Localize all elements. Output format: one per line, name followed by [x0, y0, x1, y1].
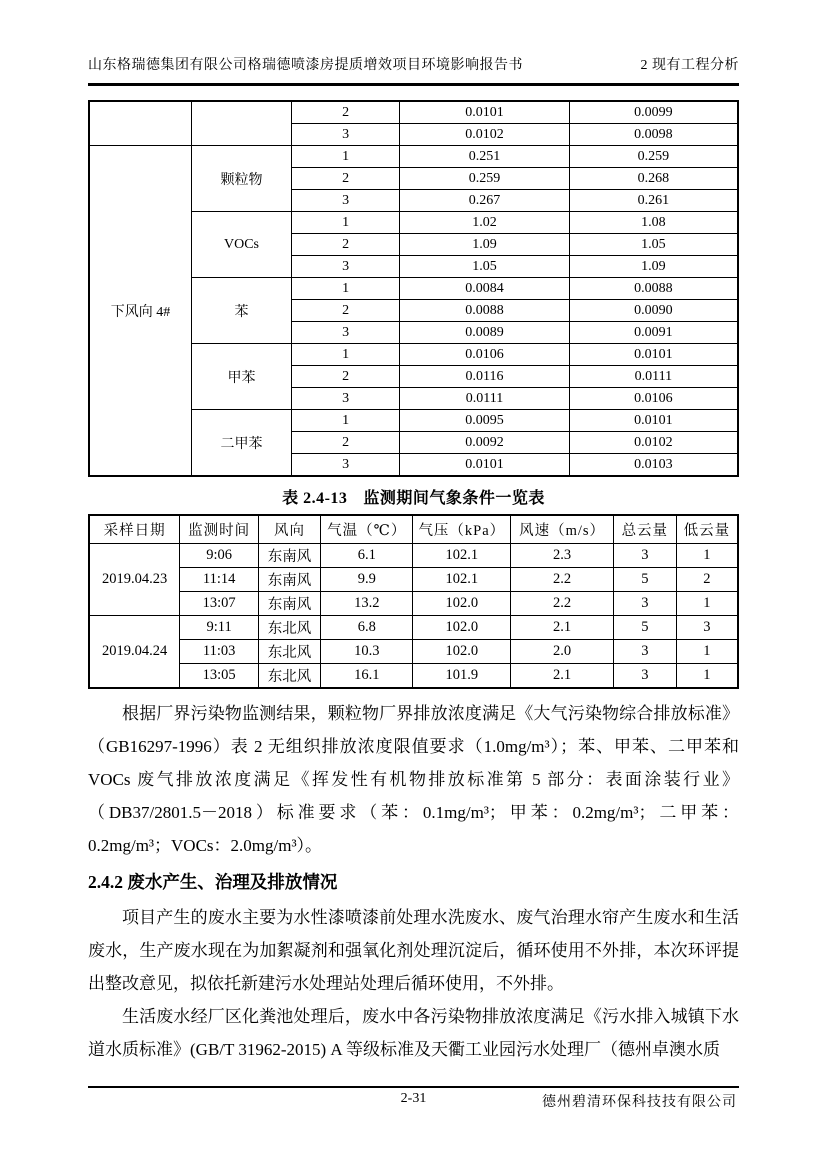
cell-value-2: 0.0088	[569, 278, 738, 300]
cell-value-2: 1.05	[569, 234, 738, 256]
cell-value-1: 0.0106	[400, 344, 569, 366]
cell-sample-no: 2	[291, 234, 399, 256]
table-header-row	[89, 515, 738, 544]
header-chapter-title: 2 现有工程分析	[640, 58, 739, 73]
cell-value-2: 0.0098	[569, 124, 738, 146]
cell-value-1: 0.0089	[400, 322, 569, 344]
cell-sample-no: 3	[291, 388, 399, 410]
weather-table-caption	[88, 485, 739, 508]
table-row	[89, 664, 738, 689]
col-header-temperature: 气温（℃）	[321, 515, 413, 544]
cell-time: 13:05	[180, 664, 259, 689]
cell-total-cloud: 5	[613, 616, 676, 640]
col-header-pressure: 气压（kPa）	[413, 515, 511, 544]
cell-low-cloud: 1	[676, 664, 738, 689]
cell-total-cloud: 3	[613, 664, 676, 689]
cell-value-2: 1.08	[569, 212, 738, 234]
cell-value-2: 0.0099	[569, 101, 738, 124]
cell-value-1: 1.09	[400, 234, 569, 256]
header-report-title: 山东格瑞德集团有限公司格瑞德喷漆房提质增效项目环境影响报告书	[88, 58, 523, 73]
cell-wind-speed: 2.2	[511, 568, 614, 592]
cell-pressure: 102.0	[413, 640, 511, 664]
weather-conditions-table	[88, 514, 739, 689]
cell-pollutant: 甲苯	[192, 344, 292, 410]
col-header-low-cloud: 低云量	[676, 515, 738, 544]
table-row	[89, 101, 738, 124]
cell-value-1: 1.02	[400, 212, 569, 234]
cell-value-2: 0.0106	[569, 388, 738, 410]
cell-date: 2019.04.23	[89, 544, 180, 616]
cell-total-cloud: 3	[613, 640, 676, 664]
cell-sample-no: 1	[291, 278, 399, 300]
cell-sample-no: 2	[291, 168, 399, 190]
cell-location: 下风向 4#	[89, 146, 192, 477]
cell-wind-direction: 东南风	[258, 568, 320, 592]
cell-value-2: 0.0091	[569, 322, 738, 344]
cell-wind-speed: 2.0	[511, 640, 614, 664]
cell-low-cloud: 2	[676, 568, 738, 592]
table-row	[89, 544, 738, 568]
cell-value-1: 0.267	[400, 190, 569, 212]
table-title: 监测期间气象条件一览表	[363, 490, 545, 507]
cell-value-2: 0.0111	[569, 366, 738, 388]
cell-pollutant-empty	[192, 101, 292, 146]
cell-value-2: 0.259	[569, 146, 738, 168]
table-row	[89, 568, 738, 592]
cell-temperature: 13.2	[321, 592, 413, 616]
col-header-total-cloud: 总云量	[613, 515, 676, 544]
cell-pollutant: 二甲苯	[192, 410, 292, 477]
cell-pollutant: 苯	[192, 278, 292, 344]
cell-pressure: 101.9	[413, 664, 511, 689]
cell-sample-no: 1	[291, 344, 399, 366]
cell-wind-speed: 2.2	[511, 592, 614, 616]
cell-pressure: 102.1	[413, 544, 511, 568]
cell-value-2: 1.09	[569, 256, 738, 278]
cell-total-cloud: 3	[613, 592, 676, 616]
cell-value-2: 0.261	[569, 190, 738, 212]
table-row	[89, 146, 738, 168]
cell-wind-direction: 东北风	[258, 664, 320, 689]
cell-value-2: 0.0102	[569, 432, 738, 454]
cell-sample-no: 2	[291, 366, 399, 388]
cell-time: 11:03	[180, 640, 259, 664]
table-number-label: 表 2.4-13	[282, 490, 348, 507]
col-header-sample-date: 采样日期	[89, 515, 180, 544]
cell-low-cloud: 1	[676, 544, 738, 568]
cell-location-empty	[89, 101, 192, 146]
cell-value-1: 0.0116	[400, 366, 569, 388]
cell-value-1: 0.0088	[400, 300, 569, 322]
cell-wind-speed: 2.3	[511, 544, 614, 568]
pollutant-monitoring-table	[88, 100, 739, 477]
table-row	[89, 640, 738, 664]
cell-sample-no: 2	[291, 432, 399, 454]
page-content	[88, 100, 739, 1066]
cell-total-cloud: 3	[613, 544, 676, 568]
paragraph-wastewater-generation: 项目产生的废水主要为水性漆喷漆前处理水洗废水、废气治理水帘产生废水和生活废水，生产废水现在为加絮凝剂和强氧化剂处理沉淀后，循环使用不外排，本次环评提出整改意见，拟依托新建污水处理站处理后循环使用，不外排。	[88, 908, 739, 993]
cell-sample-no: 2	[291, 300, 399, 322]
cell-temperature: 10.3	[321, 640, 413, 664]
cell-value-1: 0.0111	[400, 388, 569, 410]
cell-sample-no: 2	[291, 101, 399, 124]
cell-wind-direction: 东北风	[258, 616, 320, 640]
cell-date: 2019.04.24	[89, 616, 180, 689]
page-number: 2-31	[400, 1091, 427, 1106]
cell-sample-no: 1	[291, 146, 399, 168]
cell-temperature: 9.9	[321, 568, 413, 592]
col-header-monitor-time: 监测时间	[180, 515, 259, 544]
cell-sample-no: 3	[291, 454, 399, 477]
cell-pressure: 102.0	[413, 616, 511, 640]
cell-time: 9:06	[180, 544, 259, 568]
cell-time: 9:11	[180, 616, 259, 640]
cell-wind-direction: 东南风	[258, 544, 320, 568]
table-row	[89, 616, 738, 640]
cell-temperature: 16.1	[321, 664, 413, 689]
col-header-wind-direction: 风向	[258, 515, 320, 544]
cell-sample-no: 3	[291, 256, 399, 278]
page-header	[88, 54, 739, 86]
cell-value-1: 0.251	[400, 146, 569, 168]
cell-value-1: 0.0101	[400, 101, 569, 124]
cell-sample-no: 1	[291, 410, 399, 432]
cell-low-cloud: 3	[676, 616, 738, 640]
cell-value-1: 1.05	[400, 256, 569, 278]
page-footer	[88, 1086, 739, 1112]
cell-low-cloud: 1	[676, 592, 738, 616]
paragraph-domestic-wastewater: 生活废水经厂区化粪池处理后，废水中各污染物排放浓度满足《污水排入城镇下水道水质标准》(GB/T 31962-2015) A 等级标准及天衢工业园污水处理厂（德州卓澳水质	[88, 1007, 739, 1059]
cell-wind-speed: 2.1	[511, 664, 614, 689]
cell-value-1: 0.0095	[400, 410, 569, 432]
cell-temperature: 6.8	[321, 616, 413, 640]
cell-wind-speed: 2.1	[511, 616, 614, 640]
table-row	[89, 592, 738, 616]
cell-value-1: 0.0102	[400, 124, 569, 146]
paragraph-air-monitoring-conclusion: 根据厂界污染物监测结果，颗粒物厂界排放浓度满足《大气污染物综合排放标准》（GB16297-1996）表 2 无组织排放浓度限值要求（1.0mg/m³）；苯、甲苯、二甲苯和 VOCs 废气排放浓度满足《挥发性有机物排放标准第 5 部分：表面涂装行业》（DB37/2801.5－2018）标准要求（苯：0.1mg/m³；甲苯：0.2mg/m³；二甲苯：0.2mg/m³；VOCs：2.0mg/m³）。	[88, 704, 739, 855]
cell-value-1: 0.0084	[400, 278, 569, 300]
cell-pressure: 102.0	[413, 592, 511, 616]
cell-low-cloud: 1	[676, 640, 738, 664]
col-header-wind-speed: 风速（m/s）	[511, 515, 614, 544]
cell-sample-no: 3	[291, 124, 399, 146]
cell-value-2: 0.0101	[569, 410, 738, 432]
cell-temperature: 6.1	[321, 544, 413, 568]
cell-time: 11:14	[180, 568, 259, 592]
cell-value-1: 0.259	[400, 168, 569, 190]
cell-wind-direction: 东北风	[258, 640, 320, 664]
cell-wind-direction: 东南风	[258, 592, 320, 616]
footer-company-name: 德州碧清环保科技技有限公司	[542, 1095, 737, 1110]
cell-value-2: 0.0101	[569, 344, 738, 366]
cell-pressure: 102.1	[413, 568, 511, 592]
cell-time: 13:07	[180, 592, 259, 616]
cell-pollutant: 颗粒物	[192, 146, 292, 212]
cell-value-1: 0.0092	[400, 432, 569, 454]
cell-sample-no: 3	[291, 322, 399, 344]
cell-pollutant: VOCs	[192, 212, 292, 278]
cell-value-1: 0.0101	[400, 454, 569, 477]
cell-value-2: 0.0103	[569, 454, 738, 477]
cell-sample-no: 1	[291, 212, 399, 234]
cell-value-2: 0.0090	[569, 300, 738, 322]
cell-total-cloud: 5	[613, 568, 676, 592]
cell-sample-no: 3	[291, 190, 399, 212]
cell-value-2: 0.268	[569, 168, 738, 190]
section-heading-2-4-2: 2.4.2 废水产生、治理及排放情况	[88, 872, 338, 892]
